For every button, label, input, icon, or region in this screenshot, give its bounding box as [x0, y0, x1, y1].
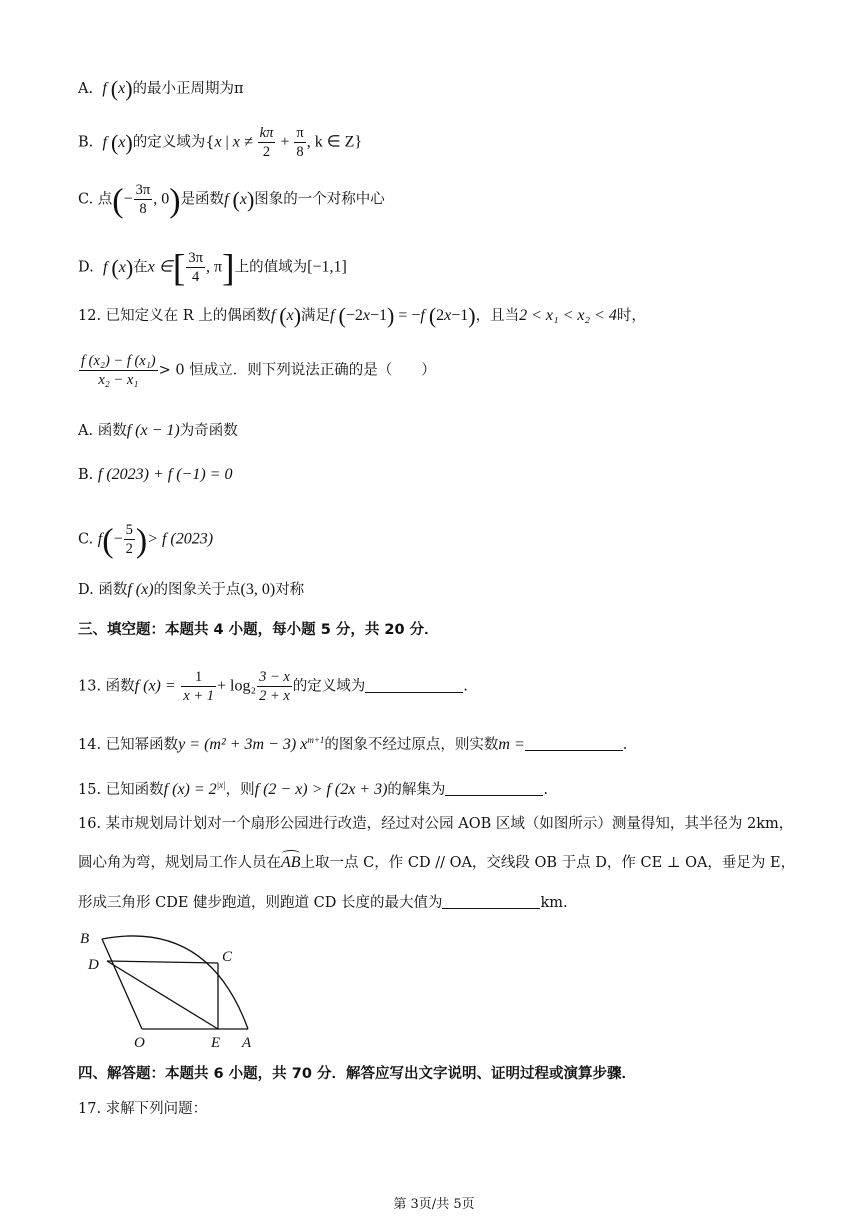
segment-dc [107, 961, 218, 963]
fraction-3x-2x: $\frac{3 - x}{2 + x}$ [259, 669, 290, 704]
segment-de [107, 961, 218, 1029]
q12-stem-line2: $\frac{\text{f (x₂) − f (x₁)}}{\text{x₂ − x₁}}$ > 0 恒成立．则下列说法正确的是（ ） [81, 353, 436, 388]
label-e: E [211, 1035, 221, 1050]
label-o: O [134, 1035, 145, 1050]
fraction-5-2: $\frac{5}{2}$ [125, 522, 133, 557]
label-b: B [80, 931, 90, 947]
q12-option-a: A. 函数f (x − 1)为奇函数 [78, 422, 238, 439]
segment-ob [102, 939, 142, 1029]
fraction-slope: $\frac{\text{f (x₂) − f (x₁)}}{\text{x₂ − x₁}}$ [81, 353, 156, 388]
section-3-heading: 三、填空题：本题共 4 小题，每小题 5 分，共 20 分． [78, 622, 439, 638]
answer-blank[interactable] [442, 894, 540, 909]
q16-line3: 形成三角形 CDE 健步跑道，则跑道 CD 长度的最大值为 km. [78, 895, 568, 911]
page-footer: 第 3页/共 5页 [393, 1197, 475, 1212]
q13: 13. 函数f (x) = $\frac{1}{x + 1}$ + log₂ $\frac{3 - x}{2 + x}$ 的定义域为 . [78, 669, 468, 704]
answer-blank[interactable] [365, 678, 463, 693]
fraction-3pi-4: $\frac{3\pi}{4}$ [188, 250, 203, 285]
q11-option-a: A. f (x)的最小正周期为π [78, 76, 244, 101]
label-d: D [88, 957, 99, 973]
q11-option-d: D. f (x)在x ∈[ $\frac{3\pi}{4}$ , π]上的值域为[−1,1] [78, 247, 347, 290]
q17: 17. 求解下列问题： [78, 1101, 208, 1117]
q16-line2: 圆心角为弯，规划局工作人员在AB上取一点 C，作 CD // OA，交线段 OB 于点 D，作 CE ⊥ OA，垂足为 E， [78, 854, 796, 871]
fraction-3pi-8: $\frac{3\pi}{8}$ [135, 182, 151, 217]
fraction-kpi-2: $\frac{k\pi}{2}$ [259, 125, 274, 160]
label-a: A [242, 1035, 252, 1050]
q14: 14. 已知幂函数y = (m² + 3m − 3) $x^{m+1}$的图象不经过原点，则实数m = . [78, 735, 628, 753]
q11-option-c: C. 点(− $\frac{3\pi}{8}$ , 0)是函数f (x)图象的一个对称中心 [78, 182, 385, 220]
arc-ab: AB [281, 854, 301, 871]
fraction-pi-8: $\frac{\pi}{8}$ [296, 125, 304, 160]
answer-blank[interactable] [525, 736, 623, 751]
q12-option-d: D. 函数f (x)的图象关于点(3, 0)对称 [78, 581, 305, 598]
q12-stem-line1: 12. 已知定义在 R 上的偶函数f (x)满足f (−2x−1) = −f (2x−1)，且当2 < x₁ < x₂ < 4时， [78, 303, 646, 328]
q16-line1: 16. 某市规划局计划对一个扇形公园进行改造，经过对公园 AOB 区域（如图所示）测量得知，其半径为 2km， [78, 816, 794, 832]
label-c: C [222, 949, 233, 965]
q11-option-b: B. f (x)的定义域为{x | x ≠ $\frac{k\pi}{2}$ + $\frac{\pi}{8}$ , k ∈ Z} [78, 125, 363, 160]
answer-blank[interactable] [445, 781, 543, 796]
fraction-1-x1: $\frac{1}{x + 1}$ [183, 669, 215, 704]
q12-option-c: C. f(− $\frac{5}{2}$ )> f (2023) [78, 522, 214, 560]
section-4-heading: 四、解答题：本题共 6 小题，共 70 分．解答应写出文字说明、证明过程或演算步骤． [78, 1066, 636, 1082]
q15: 15. 已知函数f $(x) = 2^{|x|}$，则f (2 − x) > f (2x + 3)的解集为 . [78, 780, 549, 798]
fx: f (x) [102, 76, 133, 101]
sector-figure [78, 925, 268, 1050]
q12-option-b: B. f (2023) + f (−1) = 0 [78, 466, 233, 483]
